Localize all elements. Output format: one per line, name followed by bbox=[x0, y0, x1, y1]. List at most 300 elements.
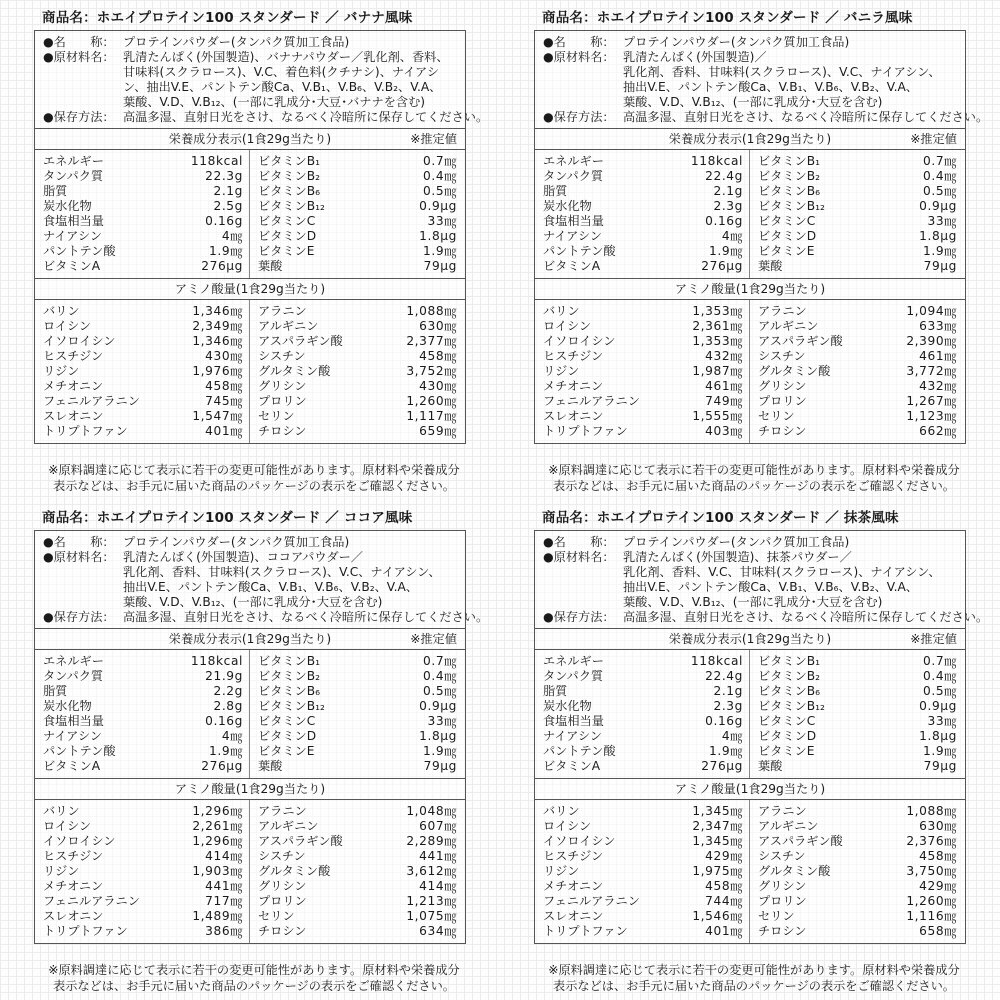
info-name-row bbox=[543, 535, 959, 550]
table-row bbox=[543, 214, 743, 229]
ingredients-line: 乳清たんぱく(外国製造)、バナナパウダー／乳化剤、香料、 bbox=[123, 50, 449, 64]
info-name-label: ●名 称： bbox=[543, 35, 615, 49]
nutrient-label: 葉酸 bbox=[758, 759, 783, 773]
product-info bbox=[535, 531, 989, 628]
nutrient-value: 33㎎ bbox=[427, 714, 457, 728]
info-storage-label: ●保存方法： bbox=[43, 110, 115, 124]
info-storage-label: ●保存方法： bbox=[543, 110, 615, 124]
nutrient-value: 0.4㎎ bbox=[923, 669, 957, 683]
estimate-note: ※推定値 bbox=[910, 632, 957, 646]
table-row bbox=[543, 819, 743, 834]
nutrient-label: ビタミンB₁₂ bbox=[758, 699, 825, 713]
table-row bbox=[758, 894, 957, 909]
nutrient-label: ナイアシン bbox=[543, 229, 602, 243]
nutrient-label: バリン bbox=[543, 804, 580, 818]
nutrient-value: 2,289㎎ bbox=[406, 834, 457, 848]
info-storage-row bbox=[43, 610, 489, 625]
table-row bbox=[258, 654, 457, 669]
nutrient-value: 2.2g bbox=[213, 684, 243, 698]
table-row bbox=[758, 409, 957, 424]
nutrient-value: 1,075㎎ bbox=[406, 909, 457, 923]
nutrient-value: 0.16g bbox=[705, 714, 743, 728]
info-ingredients-label: ●原材料名： bbox=[43, 50, 115, 64]
nutrient-label: ビタミンC bbox=[258, 214, 316, 228]
table-row bbox=[758, 744, 957, 759]
table-row bbox=[543, 879, 743, 894]
nutrient-value: 1,116㎎ bbox=[906, 909, 957, 923]
table-row bbox=[758, 259, 957, 274]
amino-header bbox=[35, 778, 465, 800]
nutrient-value: 1,353㎎ bbox=[692, 334, 743, 348]
nutrient-value: 441㎎ bbox=[205, 879, 243, 893]
nutrient-value: 0.16g bbox=[205, 714, 243, 728]
nutrient-label: 脂質 bbox=[543, 684, 568, 698]
nutrient-value: 33㎎ bbox=[927, 714, 957, 728]
table-row bbox=[43, 349, 243, 364]
nutrition-col-right bbox=[250, 650, 465, 778]
nutrient-value: 0.7㎎ bbox=[923, 154, 957, 168]
table-row bbox=[758, 184, 957, 199]
nutrient-label: ビタミンB₁ bbox=[258, 654, 320, 668]
table-row bbox=[758, 214, 957, 229]
table-row bbox=[758, 394, 957, 409]
nutrient-label: スレオニン bbox=[543, 909, 604, 923]
product-label-panel bbox=[500, 0, 1000, 500]
table-row bbox=[43, 259, 243, 274]
nutrient-label: ビタミンB₁₂ bbox=[258, 199, 325, 213]
nutrient-label: フェニルアラニン bbox=[43, 894, 140, 908]
nutrient-label: トリプトファン bbox=[43, 924, 128, 938]
table-row bbox=[258, 349, 457, 364]
table-row bbox=[43, 729, 243, 744]
nutrient-value: 118kcal bbox=[190, 654, 243, 668]
nutrition-header bbox=[35, 128, 465, 150]
nutrient-label: 食塩相当量 bbox=[543, 714, 604, 728]
nutrient-label: リジン bbox=[543, 864, 580, 878]
nutrition-col-right bbox=[250, 150, 465, 278]
nutrient-label: ナイアシン bbox=[543, 729, 602, 743]
table-row bbox=[543, 424, 743, 439]
nutrient-label: セリン bbox=[258, 409, 295, 423]
nutrient-value: 3,772㎎ bbox=[906, 364, 957, 378]
nutrient-value: 2.5g bbox=[213, 199, 243, 213]
nutrient-label: 葉酸 bbox=[758, 259, 783, 273]
nutrient-value: 3,752㎎ bbox=[406, 364, 457, 378]
table-row bbox=[258, 229, 457, 244]
table-row bbox=[758, 349, 957, 364]
nutrient-value: 745㎎ bbox=[205, 394, 243, 408]
table-row bbox=[758, 379, 957, 394]
amino-table bbox=[535, 300, 965, 443]
nutrient-value: 461㎎ bbox=[705, 379, 743, 393]
nutrient-label: フェニルアラニン bbox=[43, 394, 140, 408]
nutrition-header-title: 栄養成分表示(1食29g当たり) bbox=[668, 632, 832, 646]
nutrient-label: イソロイシン bbox=[543, 334, 616, 348]
table-row bbox=[43, 379, 243, 394]
amino-col-left bbox=[35, 300, 250, 443]
amino-table bbox=[535, 800, 965, 943]
table-row bbox=[758, 684, 957, 699]
nutrient-label: チロシン bbox=[758, 924, 807, 938]
nutrient-value: 22.3g bbox=[205, 169, 243, 183]
nutrient-value: 2,349㎎ bbox=[192, 319, 243, 333]
table-row bbox=[758, 864, 957, 879]
nutrient-label: スレオニン bbox=[43, 909, 104, 923]
table-row bbox=[758, 229, 957, 244]
disclaimer-footnote bbox=[34, 962, 474, 994]
table-row bbox=[43, 364, 243, 379]
nutrient-value: 4㎎ bbox=[721, 729, 743, 743]
nutrient-label: グリシン bbox=[758, 879, 807, 893]
nutrient-label: 食塩相当量 bbox=[43, 214, 104, 228]
info-name-row bbox=[43, 535, 459, 550]
table-row bbox=[43, 214, 243, 229]
table-row bbox=[543, 849, 743, 864]
table-row bbox=[258, 214, 457, 229]
table-row bbox=[543, 804, 743, 819]
nutrient-label: タンパク質 bbox=[543, 169, 604, 183]
table-row bbox=[258, 819, 457, 834]
nutrient-value: 1,987㎎ bbox=[692, 364, 743, 378]
info-storage-value: 高温多湿、直射日光をさけ、なるべく冷暗所に保存してください。 bbox=[123, 110, 489, 124]
nutrient-value: 1.9㎎ bbox=[423, 244, 457, 258]
ingredients-line: 抽出V.E、パントテン酸Ca、V.B₁、V.B₆、V.B₂、V.A、 bbox=[123, 580, 418, 594]
nutrient-label: 脂質 bbox=[543, 184, 568, 198]
nutrient-label: タンパク質 bbox=[543, 669, 604, 683]
nutrient-label: タンパク質 bbox=[43, 669, 104, 683]
table-row bbox=[258, 304, 457, 319]
nutrient-value: 0.7㎎ bbox=[923, 654, 957, 668]
info-ingredients-value bbox=[123, 550, 459, 610]
nutrient-value: 1.8μg bbox=[419, 729, 457, 743]
nutrient-value: 1,346㎎ bbox=[192, 304, 243, 318]
amino-col-right bbox=[750, 800, 965, 943]
nutrient-value: 458㎎ bbox=[919, 849, 957, 863]
nutrient-value: 633㎎ bbox=[919, 319, 957, 333]
nutrient-label: シスチン bbox=[258, 849, 306, 863]
nutrient-label: リジン bbox=[543, 364, 580, 378]
nutrient-label: メチオニン bbox=[543, 879, 604, 893]
info-storage-row bbox=[543, 110, 989, 125]
nutrient-value: 1.8μg bbox=[919, 229, 957, 243]
nutrient-label: メチオニン bbox=[43, 879, 104, 893]
table-row bbox=[258, 409, 457, 424]
table-row bbox=[758, 759, 957, 774]
nutrient-value: 0.16g bbox=[705, 214, 743, 228]
nutrient-value: 0.5㎎ bbox=[423, 184, 457, 198]
nutrient-label: ビタミンD bbox=[758, 229, 817, 243]
table-row bbox=[758, 669, 957, 684]
table-row bbox=[43, 244, 243, 259]
nutrient-value: 0.5㎎ bbox=[423, 684, 457, 698]
nutrient-value: 2.1g bbox=[213, 184, 243, 198]
nutrient-label: ロイシン bbox=[543, 819, 592, 833]
nutrient-label: ビタミンB₆ bbox=[758, 684, 820, 698]
nutrient-value: 662㎎ bbox=[919, 424, 957, 438]
nutrient-value: 2,361㎎ bbox=[692, 319, 743, 333]
nutrient-value: 33㎎ bbox=[927, 214, 957, 228]
nutrient-label: 炭水化物 bbox=[43, 199, 92, 213]
table-row bbox=[543, 864, 743, 879]
estimate-note: ※推定値 bbox=[910, 132, 957, 146]
footnote-line: ※原料調達に応じて表示に若干の変更可能性があります。原材料や栄養成分 bbox=[548, 463, 960, 477]
nutrient-value: 1,094㎎ bbox=[906, 304, 957, 318]
table-row bbox=[43, 154, 243, 169]
footnote-line: 表示などは、お手元に届いた商品のパッケージの表示をご確認ください。 bbox=[53, 979, 455, 993]
nutrient-value: 79μg bbox=[423, 759, 457, 773]
nutrient-label: チロシン bbox=[258, 424, 307, 438]
ingredients-line: 抽出V.E、パントテン酸Ca、V.B₁、V.B₆、V.B₂、V.A、 bbox=[623, 580, 918, 594]
nutrient-label: プロリン bbox=[758, 394, 807, 408]
nutrient-label: アスパラギン酸 bbox=[258, 334, 343, 348]
table-row bbox=[258, 879, 457, 894]
nutrient-label: ビタミンE bbox=[258, 744, 315, 758]
table-row bbox=[43, 229, 243, 244]
nutrient-value: 458㎎ bbox=[705, 879, 743, 893]
nutrition-col-left bbox=[35, 150, 250, 278]
nutrient-value: 429㎎ bbox=[705, 849, 743, 863]
table-row bbox=[758, 334, 957, 349]
nutrient-label: グルタミン酸 bbox=[758, 864, 831, 878]
amino-col-right bbox=[250, 800, 465, 943]
nutrient-value: 1,345㎎ bbox=[692, 804, 743, 818]
nutrient-label: バリン bbox=[43, 804, 80, 818]
nutrient-value: 414㎎ bbox=[205, 849, 243, 863]
info-ingredients-row bbox=[543, 550, 959, 610]
table-row bbox=[543, 909, 743, 924]
table-row bbox=[758, 879, 957, 894]
nutrient-value: 1,903㎎ bbox=[192, 864, 243, 878]
product-info bbox=[535, 31, 989, 128]
nutrient-label: ビタミンD bbox=[258, 229, 317, 243]
table-row bbox=[543, 169, 743, 184]
nutrient-label: セリン bbox=[758, 909, 795, 923]
table-row bbox=[43, 699, 243, 714]
table-row bbox=[43, 864, 243, 879]
table-row bbox=[258, 699, 457, 714]
nutrient-value: 1,346㎎ bbox=[192, 334, 243, 348]
table-row bbox=[43, 924, 243, 939]
table-row bbox=[258, 154, 457, 169]
info-name-value: プロテインパウダー(タンパク質加工食品) bbox=[623, 535, 850, 549]
nutrient-value: 1.9㎎ bbox=[209, 744, 243, 758]
nutrient-value: 2,347㎎ bbox=[692, 819, 743, 833]
nutrition-header-title: 栄養成分表示(1食29g当たり) bbox=[168, 132, 332, 146]
table-row bbox=[258, 669, 457, 684]
table-row bbox=[258, 804, 457, 819]
info-ingredients-label: ●原材料名： bbox=[543, 50, 615, 64]
nutrition-header-title: 栄養成分表示(1食29g当たり) bbox=[668, 132, 832, 146]
amino-table bbox=[35, 800, 465, 943]
info-ingredients-label: ●原材料名： bbox=[43, 550, 115, 564]
table-row bbox=[258, 184, 457, 199]
nutrient-value: 1,213㎎ bbox=[406, 894, 457, 908]
info-name-label: ●名 称： bbox=[43, 535, 115, 549]
disclaimer-footnote bbox=[534, 962, 974, 994]
nutrient-value: 2,390㎎ bbox=[906, 334, 957, 348]
ingredients-line: 乳化剤、香料、甘味料(スクラロース)、V.C、ナイアシン、 bbox=[123, 565, 441, 579]
product-title: 商品名：ホエイプロテイン100 スタンダード ／ ココア風味 bbox=[42, 510, 413, 526]
table-row bbox=[758, 199, 957, 214]
table-row bbox=[758, 699, 957, 714]
label-box bbox=[534, 30, 989, 444]
nutrient-value: 0.9μg bbox=[419, 199, 457, 213]
nutrient-value: 1.9㎎ bbox=[709, 244, 743, 258]
nutrient-label: セリン bbox=[258, 909, 295, 923]
table-row bbox=[543, 744, 743, 759]
table-row bbox=[43, 819, 243, 834]
nutrient-label: ビタミンD bbox=[758, 729, 817, 743]
nutrient-label: 脂質 bbox=[43, 184, 68, 198]
ingredients-line: 乳清たんぱく(外国製造)／ bbox=[623, 50, 767, 64]
nutrient-label: ビタミンE bbox=[258, 244, 315, 258]
product-info bbox=[35, 531, 489, 628]
nutrient-label: イソロイシン bbox=[43, 834, 116, 848]
ingredients-line: 葉酸、V.D、V.B₁₂、(一部に乳成分･大豆を含む) bbox=[623, 95, 883, 109]
nutrient-value: 118kcal bbox=[690, 654, 743, 668]
nutrient-value: 2,377㎎ bbox=[406, 334, 457, 348]
ingredients-line: 乳清たんぱく(外国製造)、抹茶パウダー／ bbox=[623, 550, 852, 564]
nutrient-label: ビタミンB₂ bbox=[258, 669, 320, 683]
table-row bbox=[543, 229, 743, 244]
nutrient-value: 1,353㎎ bbox=[692, 304, 743, 318]
table-row bbox=[43, 424, 243, 439]
table-row bbox=[543, 184, 743, 199]
nutrient-value: 658㎎ bbox=[919, 924, 957, 938]
table-row bbox=[43, 409, 243, 424]
ingredients-line: 甘味料(スクラロース)、V.C、着色料(クチナシ)、ナイアシ bbox=[123, 65, 439, 79]
amino-header bbox=[535, 278, 965, 300]
nutrient-value: 0.9μg bbox=[919, 199, 957, 213]
table-row bbox=[758, 169, 957, 184]
table-row bbox=[543, 834, 743, 849]
nutrient-label: ビタミンE bbox=[758, 244, 815, 258]
nutrient-value: 118kcal bbox=[690, 154, 743, 168]
nutrient-value: 2.1g bbox=[713, 684, 743, 698]
nutrient-value: 4㎎ bbox=[721, 229, 743, 243]
info-name-value: プロテインパウダー(タンパク質加工食品) bbox=[623, 35, 850, 49]
table-row bbox=[758, 804, 957, 819]
nutrient-value: 1,123㎎ bbox=[906, 409, 957, 423]
product-label-panel bbox=[0, 0, 500, 500]
nutrient-label: シスチン bbox=[758, 349, 806, 363]
nutrient-label: ビタミンC bbox=[758, 714, 816, 728]
table-row bbox=[258, 394, 457, 409]
table-row bbox=[543, 199, 743, 214]
nutrient-label: 食塩相当量 bbox=[43, 714, 104, 728]
nutrient-label: エネルギー bbox=[43, 154, 104, 168]
nutrition-col-left bbox=[535, 150, 750, 278]
product-title: 商品名：ホエイプロテイン100 スタンダード ／ 抹茶風味 bbox=[542, 510, 899, 526]
nutrient-value: 430㎎ bbox=[419, 379, 457, 393]
nutrient-value: 401㎎ bbox=[705, 924, 743, 938]
table-row bbox=[758, 244, 957, 259]
nutrient-label: ヒスチジン bbox=[43, 349, 104, 363]
nutrient-label: グリシン bbox=[258, 379, 307, 393]
info-ingredients-value bbox=[123, 50, 459, 110]
nutrient-value: 441㎎ bbox=[419, 849, 457, 863]
nutrient-value: 2.8g bbox=[213, 699, 243, 713]
nutrient-label: ナイアシン bbox=[43, 229, 102, 243]
info-ingredients-row bbox=[543, 50, 959, 110]
table-row bbox=[543, 379, 743, 394]
ingredients-line: 葉酸、V.D、V.B₁₂、(一部に乳成分･大豆･バナナを含む) bbox=[123, 95, 426, 109]
nutrient-value: 0.4㎎ bbox=[423, 169, 457, 183]
nutrient-value: 1,260㎎ bbox=[906, 894, 957, 908]
ingredients-line: 乳化剤、香料、甘味料(スクラロース)、V.C、ナイアシン、 bbox=[623, 65, 941, 79]
info-storage-row bbox=[543, 610, 989, 625]
nutrient-label: ビタミンB₁ bbox=[258, 154, 320, 168]
nutrient-label: ロイシン bbox=[43, 819, 92, 833]
table-row bbox=[543, 654, 743, 669]
nutrient-value: 0.4㎎ bbox=[923, 169, 957, 183]
table-row bbox=[258, 924, 457, 939]
nutrient-label: パントテン酸 bbox=[543, 744, 616, 758]
nutrient-label: ビタミンB₂ bbox=[258, 169, 320, 183]
nutrient-label: パントテン酸 bbox=[43, 244, 116, 258]
info-name-value: プロテインパウダー(タンパク質加工食品) bbox=[123, 535, 350, 549]
amino-header bbox=[535, 778, 965, 800]
nutrient-label: ヒスチジン bbox=[543, 849, 604, 863]
nutrient-label: アラニン bbox=[258, 304, 307, 318]
nutrient-value: 79μg bbox=[923, 759, 957, 773]
nutrient-value: 0.7㎎ bbox=[423, 654, 457, 668]
table-row bbox=[43, 169, 243, 184]
label-box bbox=[534, 530, 989, 944]
table-row bbox=[258, 744, 457, 759]
footnote-line: ※原料調達に応じて表示に若干の変更可能性があります。原材料や栄養成分 bbox=[548, 963, 960, 977]
nutrition-col-left bbox=[35, 650, 250, 778]
footnote-line: ※原料調達に応じて表示に若干の変更可能性があります。原材料や栄養成分 bbox=[48, 963, 460, 977]
nutrient-label: セリン bbox=[758, 409, 795, 423]
footnote-line: 表示などは、お手元に届いた商品のパッケージの表示をご確認ください。 bbox=[553, 479, 955, 493]
info-storage-label: ●保存方法： bbox=[43, 610, 115, 624]
nutrient-value: 458㎎ bbox=[205, 379, 243, 393]
nutrient-label: タンパク質 bbox=[43, 169, 104, 183]
table-row bbox=[258, 199, 457, 214]
nutrient-label: ロイシン bbox=[543, 319, 592, 333]
nutrient-value: 744㎎ bbox=[705, 894, 743, 908]
table-row bbox=[543, 319, 743, 334]
nutrient-label: アスパラギン酸 bbox=[258, 834, 343, 848]
table-row bbox=[758, 364, 957, 379]
nutrient-label: ビタミンB₁ bbox=[758, 154, 820, 168]
nutrient-value: 0.5㎎ bbox=[923, 184, 957, 198]
nutrient-label: チロシン bbox=[258, 924, 307, 938]
nutrient-value: 1.8μg bbox=[919, 729, 957, 743]
nutrient-value: 1,975㎎ bbox=[692, 864, 743, 878]
ingredients-line: 葉酸、V.D、V.B₁₂、(一部に乳成分･大豆を含む) bbox=[623, 595, 883, 609]
nutrient-label: ヒスチジン bbox=[43, 849, 104, 863]
table-row bbox=[543, 669, 743, 684]
info-name-label: ●名 称： bbox=[43, 35, 115, 49]
table-row bbox=[758, 924, 957, 939]
table-row bbox=[258, 334, 457, 349]
product-title: 商品名：ホエイプロテイン100 スタンダード ／ バナナ風味 bbox=[42, 10, 413, 26]
nutrient-value: 0.7㎎ bbox=[423, 154, 457, 168]
nutrient-label: トリプトファン bbox=[543, 424, 628, 438]
nutrient-value: 4㎎ bbox=[221, 729, 243, 743]
info-name-label: ●名 称： bbox=[543, 535, 615, 549]
table-row bbox=[258, 864, 457, 879]
nutrient-value: 432㎎ bbox=[705, 349, 743, 363]
ingredients-line: 葉酸、V.D、V.B₁₂、(一部に乳成分･大豆を含む) bbox=[123, 595, 383, 609]
nutrient-label: グリシン bbox=[758, 379, 807, 393]
nutrient-label: スレオニン bbox=[43, 409, 104, 423]
table-row bbox=[43, 684, 243, 699]
nutrition-header bbox=[35, 628, 465, 650]
table-row bbox=[43, 759, 243, 774]
